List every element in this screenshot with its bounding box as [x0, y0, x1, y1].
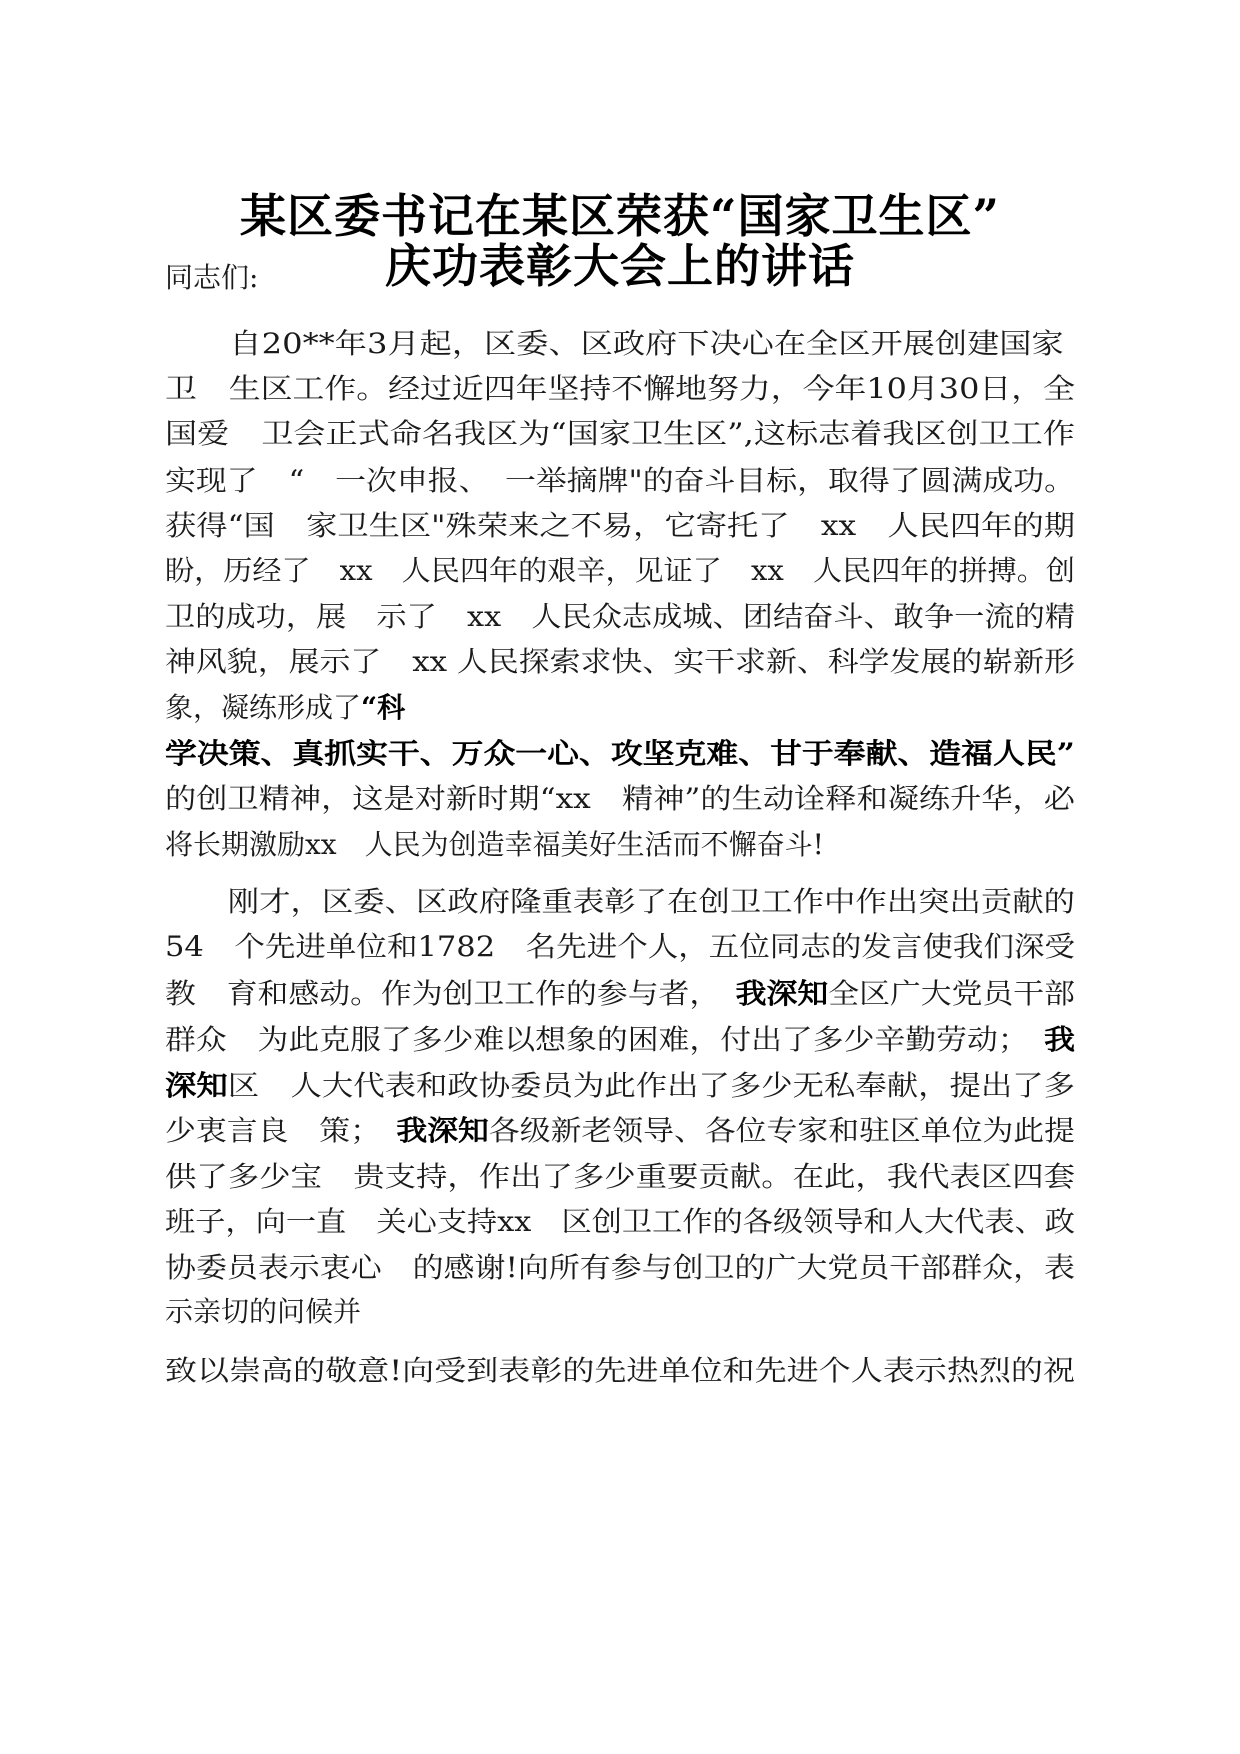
body-line: [165, 1295, 362, 1328]
bold-phrase: 我深知: [735, 977, 829, 1010]
body-line: [165, 1251, 1075, 1284]
body-line: [165, 327, 1064, 360]
body-line: [165, 1114, 1076, 1147]
body-line: [165, 930, 1075, 963]
body-text: 将长期激励xx 人民为创造幸福美好生活而不懈奋斗!: [165, 828, 824, 861]
body-text: 神风貌，展示了 xx 人民探索求快、实干求新、科学发展的崭新形: [165, 645, 1075, 678]
body-line: [165, 417, 1075, 450]
body-text: 各级新老领导、各位专家和驻区单位为此提: [488, 1114, 1076, 1147]
body-text: 象，凝练形成了: [165, 691, 362, 724]
body-line: [165, 977, 1075, 1010]
salutation: 同志们:: [165, 261, 259, 294]
body-line: [165, 554, 1075, 587]
body-text: 全区广大党员干部: [828, 977, 1075, 1010]
body-line: [165, 782, 1075, 815]
body-line: [165, 372, 1075, 405]
body-text: 协委员表示衷心 的感谢!向所有参与创卫的广大党员干部群众，表: [165, 1251, 1075, 1284]
body-line: [165, 691, 406, 724]
title-line-2: 庆功表彰大会上的讲话: [385, 239, 855, 293]
body-line: [165, 1023, 1075, 1056]
body-text: 班子，向一直 关心支持xx 区创卫工作的各级领导和人大代表、政: [165, 1205, 1075, 1238]
body-text: 国爱 卫会正式命名我区为“国家卫生区”,这标志着我区创卫工作: [165, 417, 1075, 450]
body-text: 群众 为此克服了多少难以想象的困难，付出了多少辛勤劳动；: [165, 1023, 1045, 1056]
body-text: 盼，历经了 xx 人民四年的艰辛，见证了 xx 人民四年的拼搏。创: [165, 554, 1075, 587]
body-line: [165, 1160, 1075, 1193]
body-line: [165, 1354, 1075, 1387]
body-text: 卫的成功，展 示了 xx 人民众志成城、团结奋斗、敢争一流的精: [165, 600, 1075, 633]
body-text: 示亲切的问候并: [165, 1295, 362, 1328]
body-text: 54 个先进单位和1782 名先进个人，五位同志的发言使我们深受: [165, 930, 1075, 963]
body-line: [165, 737, 1075, 770]
body-text: 获得“国 家卫生区"殊荣来之不易，它寄托了 xx 人民四年的期: [165, 509, 1075, 542]
bold-phrase: 学决策、真抓实干、万众一心、攻坚克难、甘于奉献、造福人民”: [165, 737, 1075, 770]
bold-phrase: 我深知: [396, 1114, 489, 1147]
bold-phrase: 我: [1044, 1023, 1075, 1056]
body-text: 实现了 “ 一次申报、 一举摘牌"的奋斗目标，取得了圆满成功。: [165, 464, 1075, 497]
body-line: [165, 509, 1075, 542]
title-line-1: 某区委书记在某区荣获“国家卫生区”: [240, 189, 1000, 243]
body-line: [165, 464, 1075, 497]
body-line: [165, 885, 1075, 918]
body-text: 教 育和感动。作为创卫工作的参与者，: [165, 977, 736, 1010]
body-line: [165, 1069, 1076, 1102]
body-text: 致以崇高的敬意!向受到表彰的先进单位和先进个人表示热烈的祝: [165, 1354, 1075, 1387]
bold-phrase: “科: [361, 691, 406, 724]
body-text: 的创卫精神，这是对新时期“xx 精神”的生动诠释和凝练升华，必: [165, 782, 1075, 815]
body-text: 自20**年3月起，区委、区政府下决心在全区开展创建国家: [165, 327, 1064, 360]
body-line: [165, 600, 1075, 633]
body-text: 区 人大代表和政协委员为此作出了多少无私奉献，提出了多: [227, 1069, 1076, 1102]
bold-phrase: 深知: [165, 1069, 228, 1102]
body-text: 供了多少宝 贵支持，作出了多少重要贡献。在此，我代表区四套: [165, 1160, 1075, 1193]
body-line: [165, 828, 824, 861]
body-line: [165, 645, 1075, 678]
body-text: 少衷言良 策；: [165, 1114, 397, 1147]
body-line: [165, 1205, 1075, 1238]
body-text: 刚才，区委、区政府隆重表彰了在创卫工作中作出突出贡献的: [165, 885, 1075, 918]
body-text: 卫 生区工作。经过近四年坚持不懈地努力，今年10月30日，全: [165, 372, 1075, 405]
